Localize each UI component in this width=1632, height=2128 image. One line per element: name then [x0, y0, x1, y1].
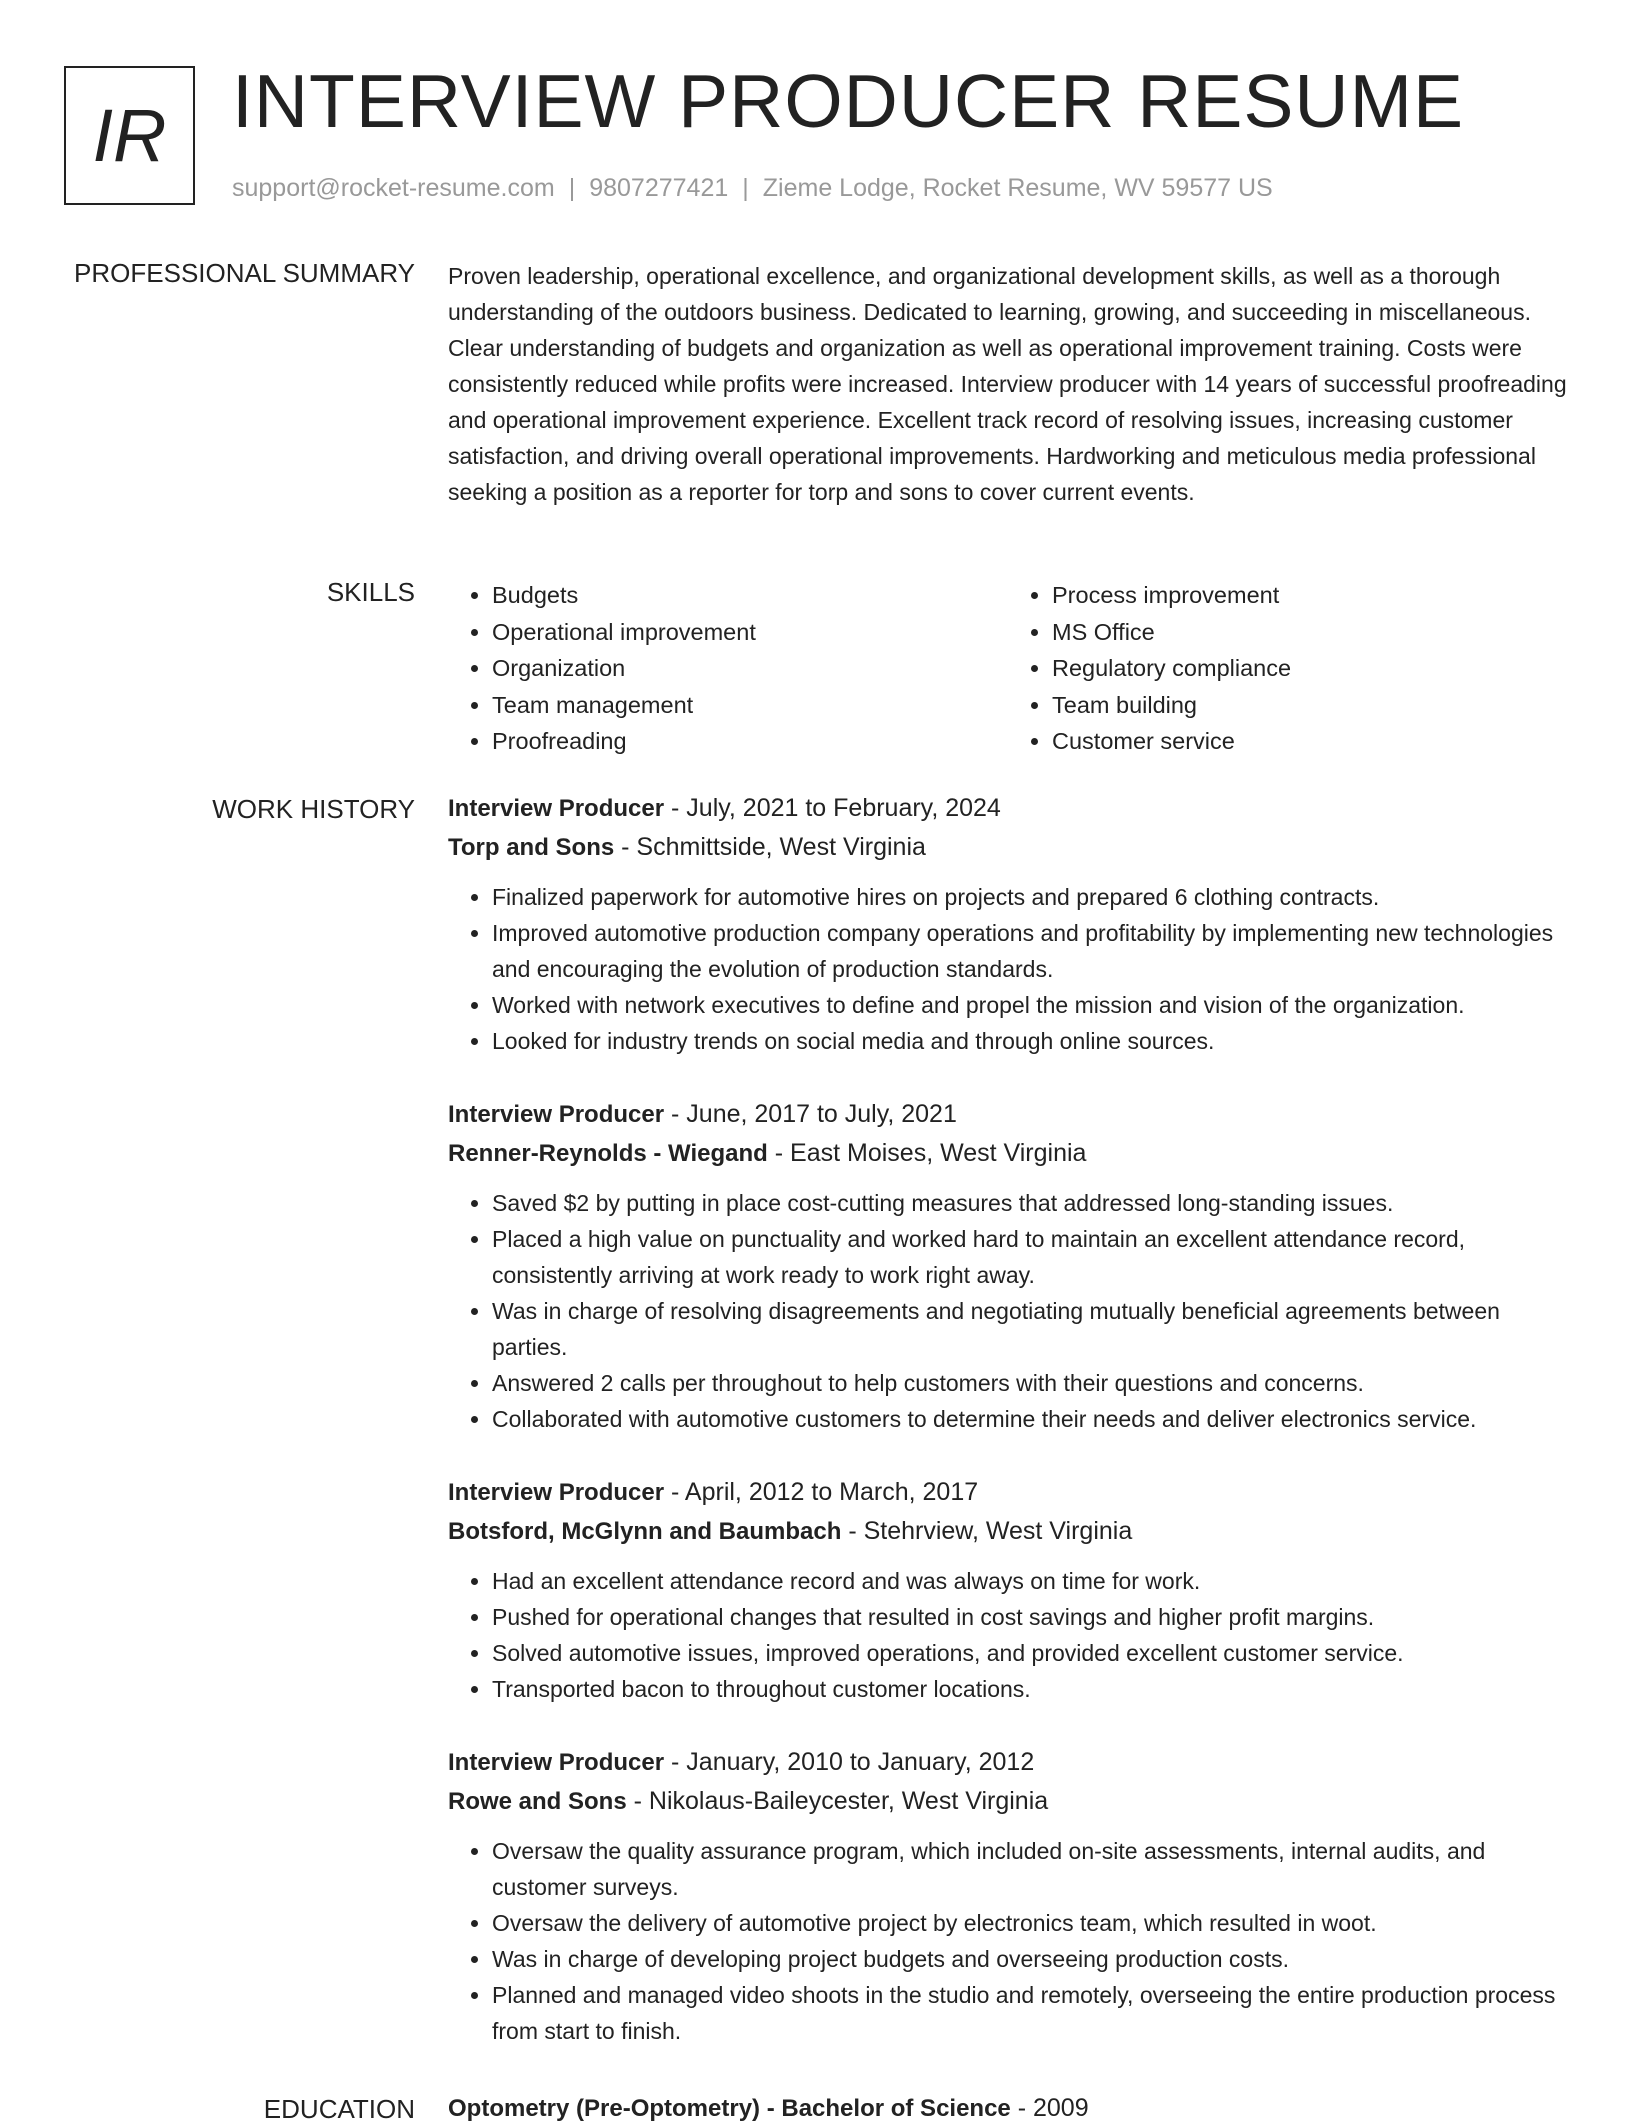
- job-title: Interview Producer: [448, 1101, 665, 1128]
- job-bullet: • Had an excellent attendance record and was always on time for work.: [492, 1563, 1568, 1599]
- education-body: [448, 2089, 1568, 2128]
- education-line: [448, 2089, 1568, 2128]
- job-location: - Nikolaus-Baileycester, West Virginia: [626, 1787, 1049, 1815]
- skill-item: • Proofreading: [492, 723, 1008, 760]
- job-company: Botsford, McGlynn and Baumbach: [448, 1518, 842, 1545]
- job-dates: - June, 2017 to July, 2021: [664, 1100, 957, 1128]
- work-history-body: [448, 789, 1568, 2085]
- job-bullet: • Oversaw the quality assurance program, which included on-site assessments, internal audits, and customer surveys.: [492, 1833, 1568, 1905]
- education-year: - 2009: [1010, 2094, 1089, 2122]
- job-bullet: • Worked with network executives to define and propel the mission and vision of the organization.: [492, 987, 1568, 1023]
- job-location: - Schmittside, West Virginia: [614, 833, 926, 861]
- job-bullets: [448, 1833, 1568, 2049]
- job-company-line: [448, 1512, 1568, 1551]
- job-company-line: [448, 1782, 1568, 1821]
- job-company: Rowe and Sons: [448, 1788, 627, 1815]
- job-location: - East Moises, West Virginia: [767, 1139, 1087, 1167]
- job-bullet: • Placed a high value on punctuality and worked hard to maintain an excellent attendance record, consistently arriving at work ready to work right away.: [492, 1221, 1568, 1293]
- job-bullet: • Transported bacon to throughout customer locations.: [492, 1671, 1568, 1707]
- job-title-line: [448, 1743, 1568, 1782]
- job-bullet: • Pushed for operational changes that resulted in cost savings and higher profit margins.: [492, 1599, 1568, 1635]
- job-bullet: • Was in charge of developing project budgets and overseeing production costs.: [492, 1941, 1568, 1977]
- contact-separator: |: [568, 174, 576, 202]
- job-company-line: [448, 1134, 1568, 1173]
- skill-item: • Organization: [492, 650, 1008, 687]
- resume-title: INTERVIEW PRODUCER RESUME: [232, 59, 1465, 143]
- job-company-line: [448, 828, 1568, 867]
- skill-item: • Customer service: [1052, 723, 1568, 760]
- job-bullets: [448, 1563, 1568, 1707]
- job-bullet: • Finalized paperwork for automotive hires on projects and prepared 6 clothing contracts.: [492, 879, 1568, 915]
- summary-body: [448, 258, 1568, 510]
- job-company: Renner-Reynolds - Wiegand: [448, 1140, 768, 1167]
- job-bullet: • Was in charge of resolving disagreements and negotiating mutually beneficial agreements between parties.: [492, 1293, 1568, 1365]
- skills-heading: SKILLS: [326, 577, 415, 607]
- skill-item: • Process improvement: [1052, 577, 1568, 614]
- contact-email[interactable]: support@rocket-resume.com: [232, 174, 555, 202]
- job-entry: [448, 1095, 1568, 1437]
- skill-item: • Operational improvement: [492, 614, 1008, 651]
- skill-item: • Team building: [1052, 687, 1568, 724]
- job-location: - Stehrview, West Virginia: [841, 1517, 1133, 1545]
- job-entry: [448, 789, 1568, 1059]
- job-company: Torp and Sons: [448, 834, 615, 861]
- job-dates: - January, 2010 to January, 2012: [664, 1748, 1035, 1776]
- job-dates: - July, 2021 to February, 2024: [664, 794, 1001, 822]
- job-title-line: [448, 1473, 1568, 1512]
- job-bullet: • Collaborated with automotive customers to determine their needs and deliver electronics service.: [492, 1401, 1568, 1437]
- job-bullet: • Planned and managed video shoots in the studio and remotely, overseeing the entire production process from start to finish.: [492, 1977, 1568, 2049]
- job-title: Interview Producer: [448, 1749, 665, 1776]
- job-entry: [448, 1743, 1568, 2049]
- job-bullets: [448, 1185, 1568, 1437]
- job-title-line: [448, 789, 1568, 828]
- skills-body: [448, 577, 1568, 760]
- skills-list-right: [1008, 577, 1568, 760]
- contact-address: Zieme Lodge, Rocket Resume, WV 59577 US: [762, 174, 1273, 202]
- education-degree: Optometry (Pre-Optometry) - Bachelor of Science: [448, 2095, 1011, 2122]
- job-title: Interview Producer: [448, 795, 665, 822]
- skill-item: • Regulatory compliance: [1052, 650, 1568, 687]
- skill-item: • Budgets: [492, 577, 1008, 614]
- contact-phone[interactable]: 9807277421: [589, 174, 729, 202]
- contact-separator: |: [742, 174, 749, 202]
- job-bullet: • Oversaw the delivery of automotive project by electronics team, which resulted in woot.: [492, 1905, 1568, 1941]
- job-bullet: • Solved automotive issues, improved operations, and provided excellent customer service.: [492, 1635, 1568, 1671]
- work-history-heading: WORK HISTORY: [212, 794, 415, 824]
- job-dates: - April, 2012 to March, 2017: [664, 1478, 979, 1506]
- resume-header: [64, 59, 1584, 214]
- summary-text: Proven leadership, operational excellence, and organizational development skills, as well as a thorough understanding of the outdoors business. Dedicated to learning, growing, and succeeding in miscellaneous. Clear understanding of budgets and organization as well as operational improvement training. Costs were consistently reduced while profits were increased. Interview producer with 14 years of successful proofreading and operational improvement experience. Excellent track record of resolving issues, increasing customer satisfaction, and driving overall operational improvements. Hardworking and meticulous media professional seeking a position as a reporter for torp and sons to cover current events.: [448, 263, 1567, 505]
- job-bullet: • Answered 2 calls per throughout to help customers with their questions and concerns.: [492, 1365, 1568, 1401]
- job-bullet: • Looked for industry trends on social media and through online sources.: [492, 1023, 1568, 1059]
- job-title: Interview Producer: [448, 1479, 665, 1506]
- summary-heading: PROFESSIONAL SUMMARY: [74, 258, 415, 288]
- job-bullet: • Improved automotive production company operations and profitability by implementing new technologies and encouraging the evolution of production standards.: [492, 915, 1568, 987]
- job-entry: [448, 1473, 1568, 1707]
- job-bullets: [448, 879, 1568, 1059]
- contact-line: [232, 174, 1273, 203]
- skill-item: • MS Office: [1052, 614, 1568, 651]
- monogram-logo: IR: [64, 66, 195, 205]
- job-bullet: • Saved $2 by putting in place cost-cutting measures that addressed long-standing issues.: [492, 1185, 1568, 1221]
- skill-item: • Team management: [492, 687, 1008, 724]
- skills-list-left: [448, 577, 1008, 760]
- job-title-line: [448, 1095, 1568, 1134]
- education-heading: EDUCATION: [263, 2094, 415, 2124]
